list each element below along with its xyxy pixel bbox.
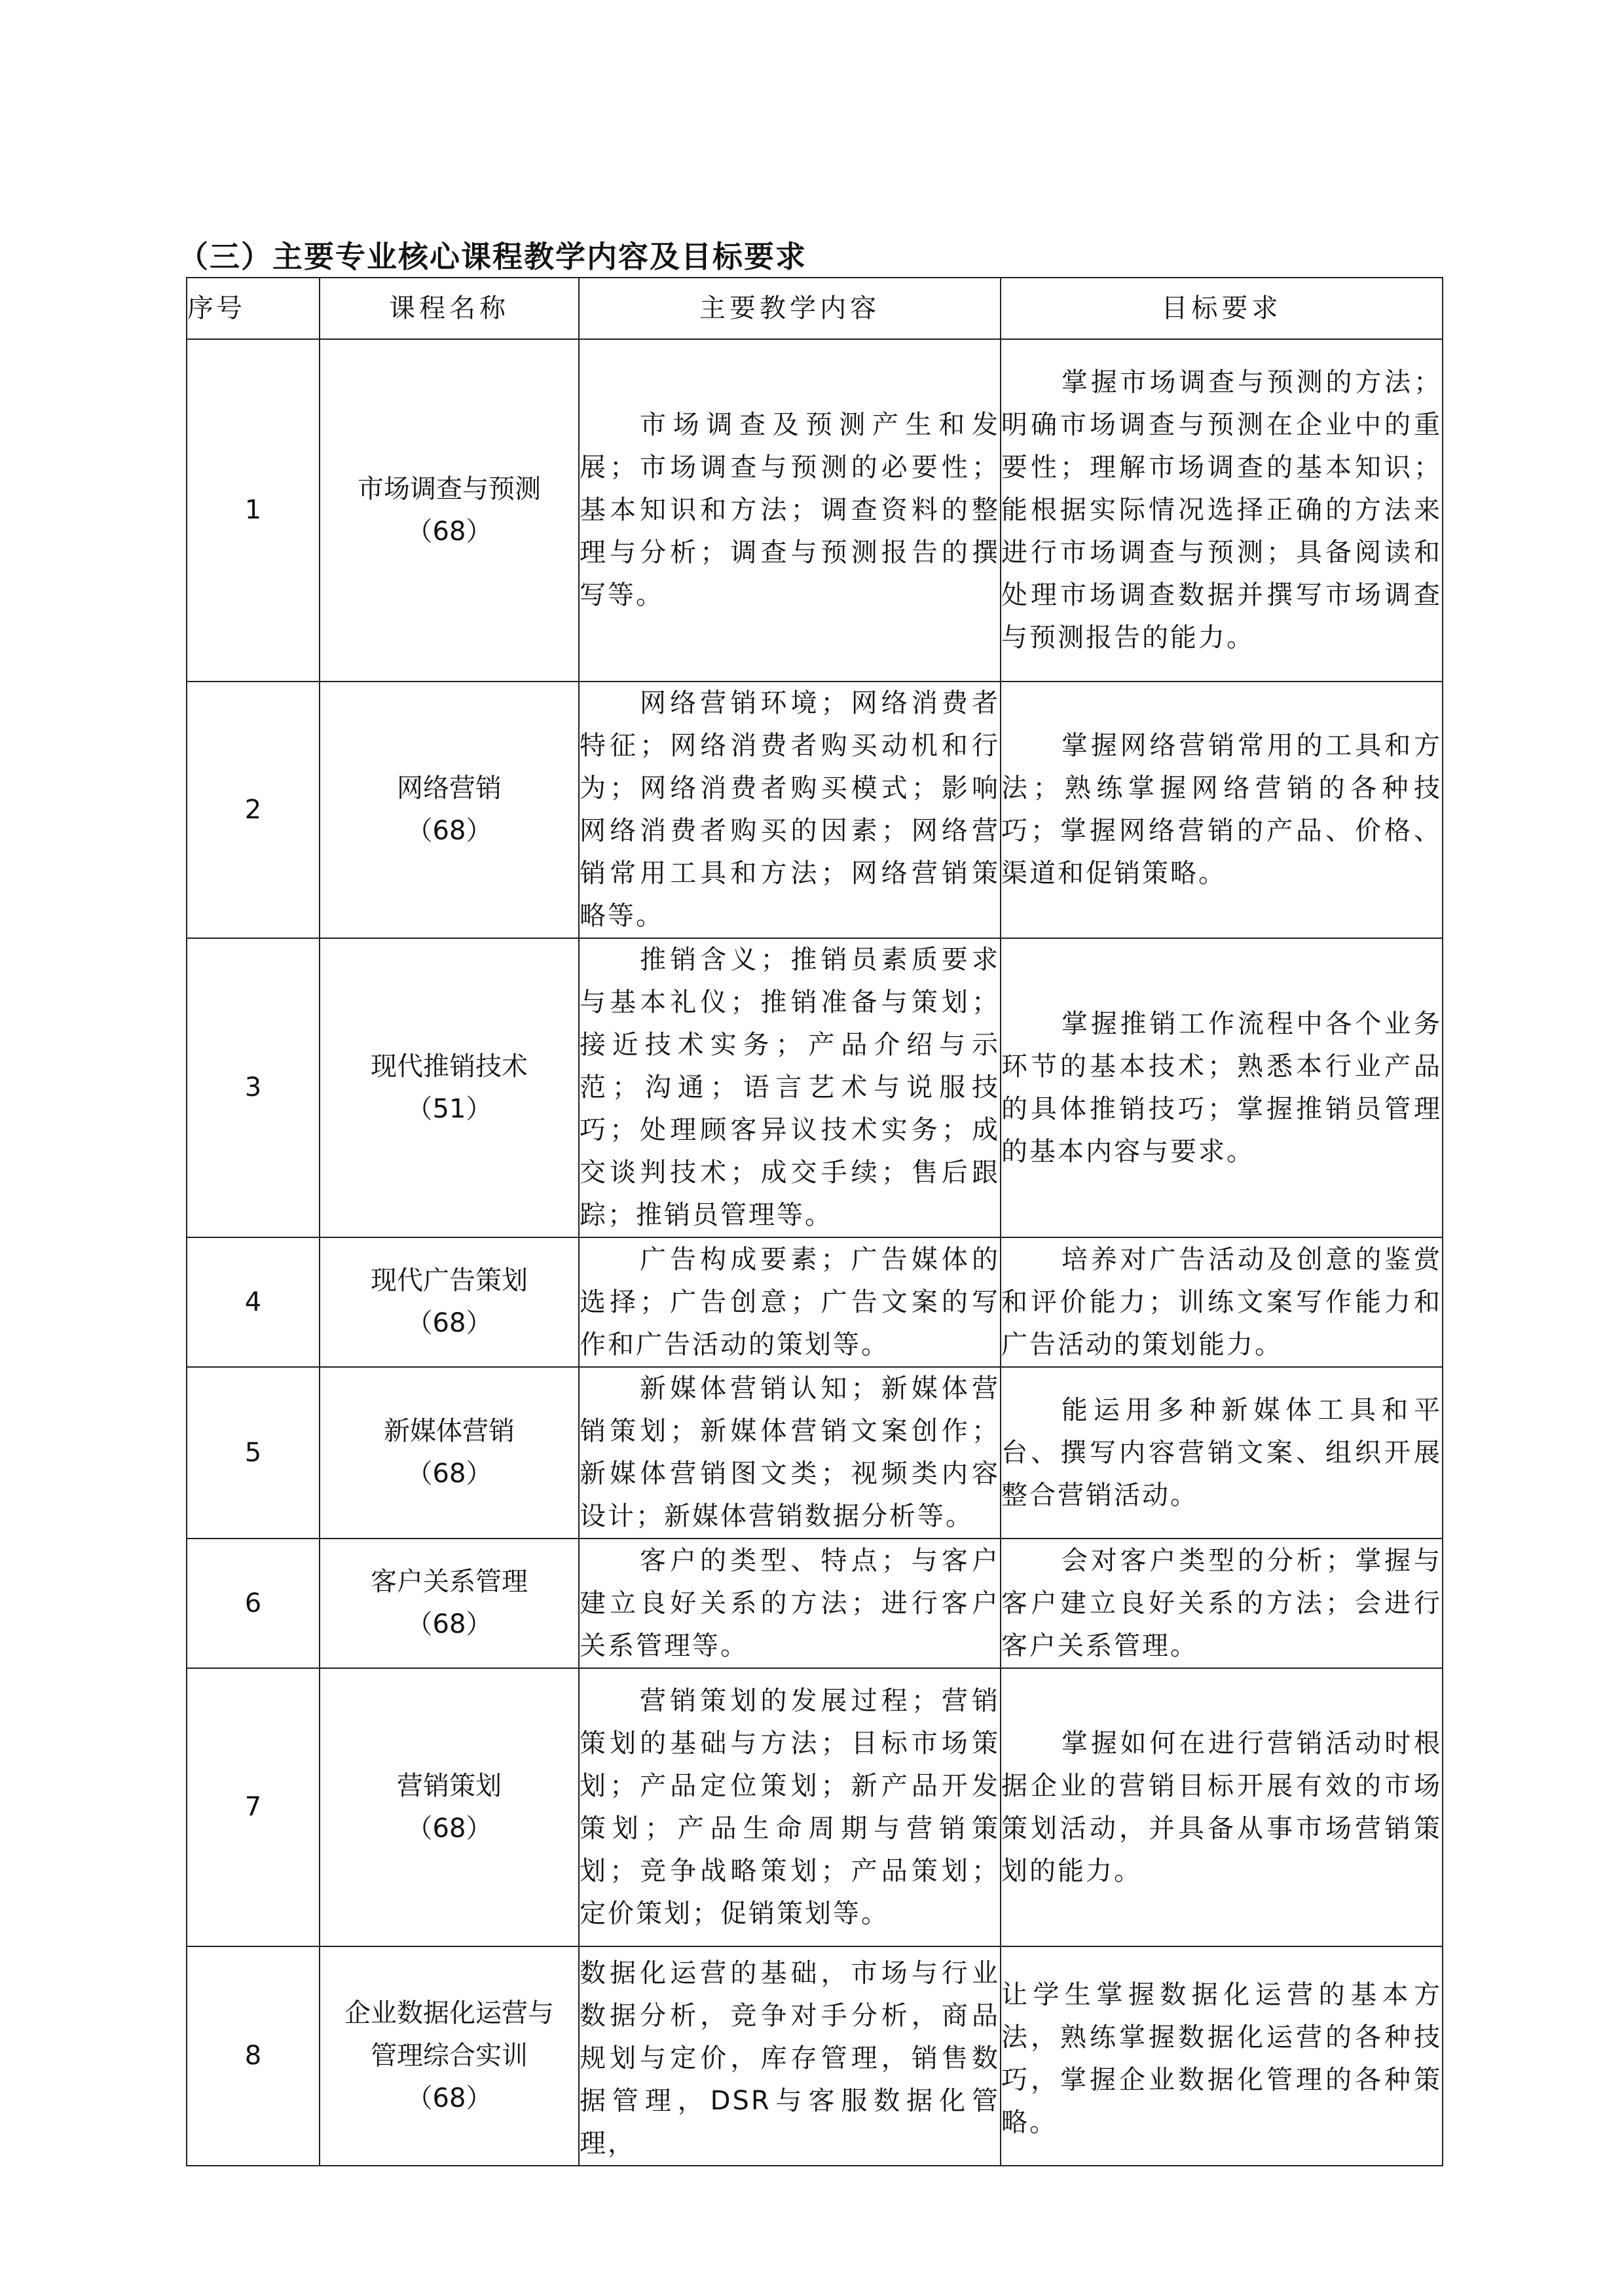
header-goal: 目标要求	[1001, 278, 1443, 339]
goal-text: 会对客户类型的分析；掌握与客户建立良好关系的方法；会进行客户关系管理。	[1001, 1545, 1442, 1661]
course-name: 新媒体营销	[384, 1416, 515, 1446]
table-row	[187, 682, 1443, 938]
course-name: 现代广告策划	[371, 1266, 528, 1296]
course-name: 企业数据化运营与管理综合实训	[344, 1998, 554, 2071]
table-row	[187, 1237, 1443, 1367]
content-cell	[579, 1946, 1001, 2166]
goal-text: 让学生掌握数据化运营的基本方法，熟练掌握数据化运营的各种技巧，掌握企业数据化管理的各种策略。	[1001, 1979, 1442, 2138]
content-text: 广告构成要素；广告媒体的选择；广告创意；广告文案的写作和广告活动的策划等。	[580, 1244, 1000, 1360]
row-no: 8	[187, 1946, 320, 2166]
table-row	[187, 1367, 1443, 1539]
course-name-cell	[320, 1367, 579, 1539]
content-text: 网络营销环境；网络消费者特征；网络消费者购买动机和行为；网络消费者购买模式；影响网络消费者购买的因素；网络营销常用工具和方法；网络营销策略等。	[580, 688, 1000, 931]
goal-cell	[1001, 1539, 1443, 1668]
course-name-cell	[320, 1539, 579, 1668]
table-row	[187, 1539, 1443, 1668]
course-hours: （68）	[406, 516, 492, 547]
header-name: 课程名称	[320, 278, 579, 339]
content-cell	[579, 682, 1001, 938]
row-no: 5	[187, 1367, 320, 1539]
header-no: 序号	[187, 278, 320, 339]
content-text: 市场调查及预测产生和发展；市场调查与预测的必要性；基本知识和方法；调查资料的整理与分析；调查与预测报告的撰写等。	[580, 410, 1000, 610]
content-text: 推销含义；推销员素质要求与基本礼仪；推销准备与策划；接近技术实务；产品介绍与示范；沟通；语言艺术与说服技巧；处理顾客异议技术实务；成交谈判技术；成交手续；售后跟踪；推销员管理等。	[580, 945, 1000, 1230]
content-text: 客户的类型、特点；与客户建立良好关系的方法；进行客户关系管理等。	[580, 1545, 1000, 1661]
course-name: 网络营销	[397, 773, 502, 803]
goal-cell	[1001, 682, 1443, 938]
course-hours: （68）	[406, 816, 492, 846]
content-cell	[579, 339, 1001, 682]
goal-text: 掌握网络营销常用的工具和方法；熟练掌握网络营销的各种技巧；掌握网络营销的产品、价格、渠道和促销策略。	[1001, 731, 1442, 888]
row-no: 1	[187, 339, 320, 682]
row-no: 2	[187, 682, 320, 938]
course-name-cell	[320, 1946, 579, 2166]
goal-cell	[1001, 1367, 1443, 1539]
table-row	[187, 339, 1443, 682]
course-table	[186, 277, 1443, 2166]
course-hours: （68）	[406, 1308, 492, 1338]
course-name-cell	[320, 1237, 579, 1367]
goal-cell	[1001, 1946, 1443, 2166]
goal-cell	[1001, 1237, 1443, 1367]
course-name-cell	[320, 339, 579, 682]
content-text: 数据化运营的基础，市场与行业数据分析，竞争对手分析，商品规划与定价，库存管理，销售数据管理，DSR与客服数据化管理，	[580, 1958, 1000, 2159]
course-name: 客户关系管理	[371, 1567, 528, 1597]
row-no: 3	[187, 938, 320, 1237]
table-row	[187, 1946, 1443, 2166]
content-text: 营销策划的发展过程；营销策划的基础与方法；目标市场策划；产品定位策划；新产品开发策划；产品生命周期与营销策划；竞争战略策划；产品策划；定价策划；促销策划等。	[580, 1685, 1000, 1929]
course-name-cell	[320, 682, 579, 938]
course-hours: （68）	[406, 2083, 492, 2113]
goal-text: 掌握如何在进行营销活动时根据企业的营销目标开展有效的市场策划活动，并具备从事市场营销策划的能力。	[1001, 1728, 1442, 1886]
content-cell	[579, 1668, 1001, 1946]
course-name: 营销策划	[397, 1770, 502, 1801]
row-no: 7	[187, 1668, 320, 1946]
course-hours: （68）	[406, 1813, 492, 1844]
goal-cell	[1001, 339, 1443, 682]
goal-text: 能运用多种新媒体工具和平台、撰写内容营销文案、组织开展整合营销活动。	[1001, 1394, 1442, 1510]
course-name-cell	[320, 938, 579, 1237]
header-content: 主要教学内容	[579, 278, 1001, 339]
content-cell	[579, 1237, 1001, 1367]
row-no: 4	[187, 1237, 320, 1367]
goal-cell	[1001, 1668, 1443, 1946]
content-cell	[579, 1367, 1001, 1539]
section-title: （三）主要专业核心课程教学内容及目标要求	[178, 239, 807, 274]
course-hours: （68）	[406, 1459, 492, 1489]
course-hours: （51）	[406, 1093, 492, 1124]
table-row	[187, 938, 1443, 1237]
goal-text: 掌握市场调查与预测的方法；明确市场调查与预测在企业中的重要性；理解市场调查的基本知识；能根据实际情况选择正确的方法来进行市场调查与预测；具备阅读和处理市场调查数据并撰写市场调查与预测报告的能力。	[1001, 367, 1442, 653]
table-header-row	[187, 278, 1443, 339]
goal-cell	[1001, 938, 1443, 1237]
goal-text: 培养对广告活动及创意的鉴赏和评价能力；训练文案写作能力和广告活动的策划能力。	[1001, 1244, 1442, 1360]
course-name: 市场调查与预测	[358, 473, 541, 504]
content-text: 新媒体营销认知；新媒体营销策划；新媒体营销文案创作；新媒体营销图文类；视频类内容设计；新媒体营销数据分析等。	[580, 1374, 1000, 1531]
course-name: 现代推销技术	[371, 1051, 528, 1082]
goal-text: 掌握推销工作流程中各个业务环节的基本技术；熟悉本行业产品的具体推销技巧；掌握推销员管理的基本内容与要求。	[1001, 1008, 1442, 1167]
course-name-cell	[320, 1668, 579, 1946]
row-no: 6	[187, 1539, 320, 1668]
content-cell	[579, 1539, 1001, 1668]
course-hours: （68）	[406, 1609, 492, 1639]
content-cell	[579, 938, 1001, 1237]
table-row	[187, 1668, 1443, 1946]
